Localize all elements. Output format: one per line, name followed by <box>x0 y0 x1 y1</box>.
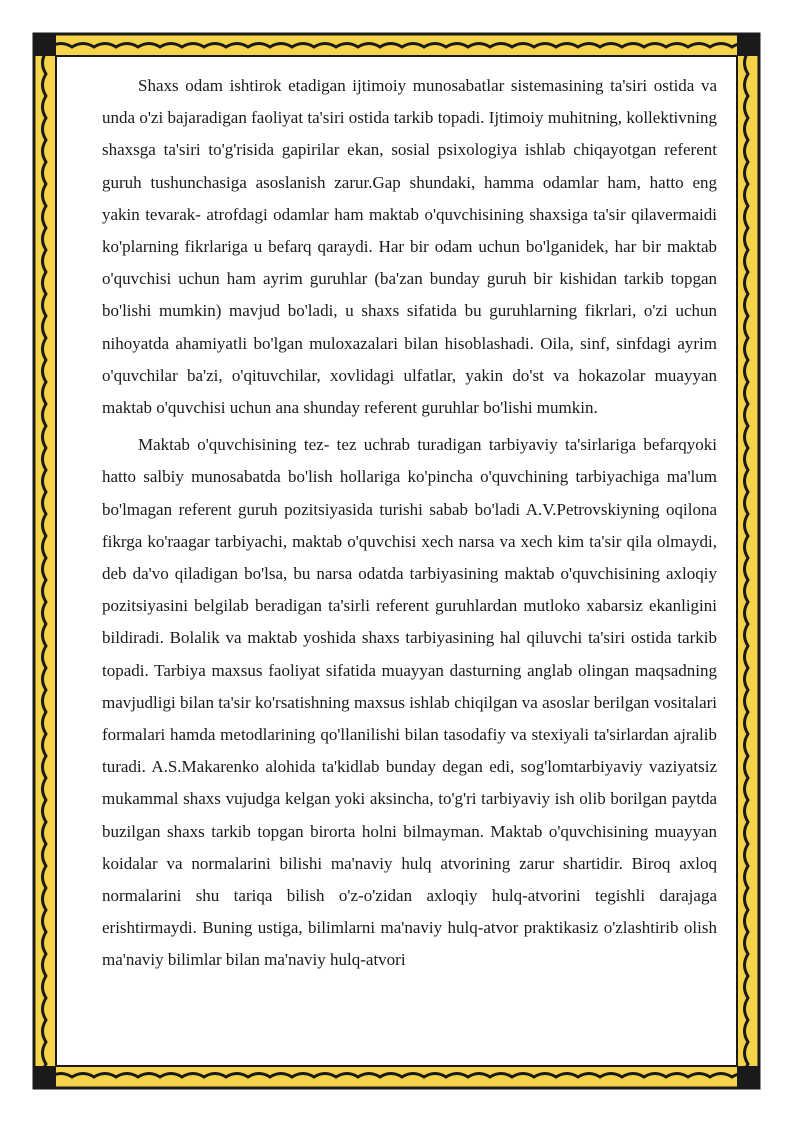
paragraph-2: Maktab o'quvchisining tez- tez uchrab turadigan tarbiyaviy ta'sirlariga befarqyoki hatto salbiy munosabatda bo'lish hollariga ko'pincha o'quvchining tarbiyachiga ma'lum bo'lmagan referent guruh pozitsiyasida turishi sabab bo'ladi A.V.Petrovskiyning oqilona fikrga ko'raagar tarbiyachi, maktab o'quvchisi xech narsa va xech kim ta'sir qila olmaydi, deb da'vo qiladigan bo'lsa, bu narsa odatda tarbiyasining maktab o'quvchisining axloqiy pozitsiyasini belgilab beradigan ta'sirli referent guruhlardan mutloko xabarsiz ekanligini bildiradi. Bolalik va maktab yoshida shaxs tarbiyasining hal qiluvchi ta'siri ostida tarkib topadi. Tarbiya maxsus faoliyat sifatida muayyan dasturning anglab olingan maqsadning mavjudligi bilan ta'sir ko'rsatishning maxsus ishlab chiqilgan va asoslar berilgan vositalari formalari hamda metodlarining qo'llanilishi bilan tasodafiy va stexiyali ta'sirlardan ajralib turadi. A.S.Makarenko alohida ta'kidlab bunday degan edi, sog'lomtarbiyaviy vaziyatsiz mukammal shaxs vujudga kelgan yoki aksincha, to'g'ri tarbiyaviy ish olib borilgan paytda buzilgan shaxs tarkib topgan birorta holni bilmayman. Maktab o'quvchisining muayyan koidalar va normalarini bilishi ma'naviy hulq atvorining zarur shartidir. Biroq axloq normalarini shu tariqa bilish o'z-o'zidan axloqiy hulq-atvorini tegishli darajaga erishtirmaydi. Buning ustiga, bilimlarni ma'naviy hulq-atvor praktikasiz o'zlashtirib olish ma'naviy bilimlar bilan ma'naviy hulq-atvori <box>102 435 717 970</box>
document-body <box>102 70 717 977</box>
paragraph-1: Shaxs odam ishtirok etadigan ijtimoiy munosabatlar sistemasining ta'siri ostida va unda o'zi bajaradigan faoliyat ta'siri ostida tarkib topadi. Ijtimoiy muhitning, kollektivning shaxsga ta'siri to'g'risida gapirilar ekan, sosial psixologiya ishlab chiqayotgan referent guruh tushunchasiga asoslanish zarur.Gap shundaki, hamma odamlar ham, hatto eng yakin tevarak- atrofdagi odamlar ham maktab o'quvchisining shaxsiga ta'sir qilavermaidi ko'plarning fikrlariga u befarq qaraydi. Har bir odam uchun bo'lganidek, har bir maktab o'quvchisi uchun ham ayrim guruhlar (ba'zan bunday guruh bir kishidan tarkib topgan bo'lishi mumkin) mavjud bo'ladi, u shaxs sifatida bu guruhlarning fikrlari, o'zi uchun nihoyatda ahamiyatli bo'lgan muloxazalari bilan hisoblashadi. Oila, sinf, sinfdagi ayrim o'quvchilar ba'zi, o'qituvchilar, xovlidagi ulfatlar, yakin do'st va hokazolar muayyan maktab o'quvchisi uchun ana shunday referent guruhlar bo'lishi mumkin. <box>102 76 717 418</box>
